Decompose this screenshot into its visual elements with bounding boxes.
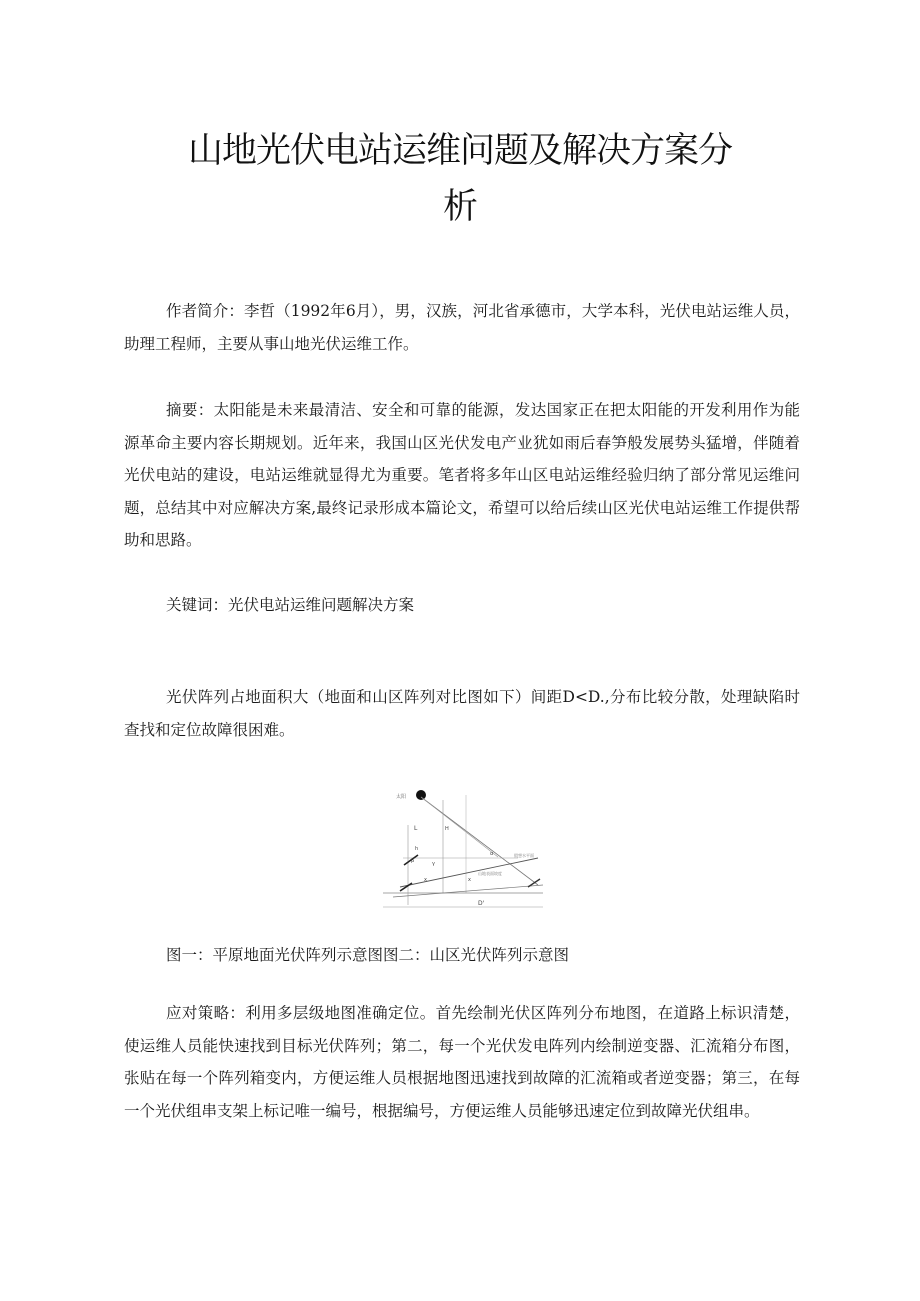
mountain-pv-array-diagram <box>378 785 550 913</box>
strategy-paragraph: 应对策略：利用多层级地图准确定位。首先绘制光伏区阵列分布地图，在道路上标识清楚，使运维人员能快速找到目标光伏阵列；第二，每一个光伏发电阵列内绘制逆变器、汇流箱分布图，张贴在每一个阵列箱变内，方便运维人员根据地图迅速找到故障的汇流箱或者逆变器；第三，在每一个光伏组串支架上标记唯一编号，根据编号，方便运维人员能够迅速定位到故障光伏组串。 <box>124 1004 800 1120</box>
height-label: H <box>445 826 449 832</box>
gamma-angle-label: γ <box>432 861 435 867</box>
alpha-angle-label: α <box>490 851 494 857</box>
x-distance-label: x <box>468 877 471 883</box>
sun-label: 太阳 <box>396 794 407 800</box>
beta-angle-label: β <box>411 858 415 864</box>
abstract-paragraph: 摘要：太阳能是未来最清洁、安全和可靠的能源，发达国家正在把太阳能的开发利用作为能源革命主要内容长期规划。近年来，我国山区光伏发电产业犹如雨后春笋般发展势头猛增，伴随着光伏电站的建设，电站运维就显得尤为重要。笔者将多年山区电站运维经验归纳了部分常见运维问题，总结其中对应解决方案,最终记录形成本篇论文，希望可以给后续山区光伏电站运维工作提供帮助和思路。 <box>124 401 800 549</box>
horizontal-plane-label: 假想水平面 <box>514 853 534 858</box>
figure-caption: 图一：平原地面光伏阵列示意图图二：山区光伏阵列示意图 <box>166 946 570 964</box>
sun-icon <box>416 790 426 800</box>
document-title-line-2: 析 <box>442 187 477 227</box>
array-area-paragraph: 光伏阵列占地面积大（地面和山区阵列对比图如下）间距D<D.,分布比较分散，处理缺陷时查找和定位故障很困难。 <box>124 688 800 739</box>
length-label: L <box>414 825 418 832</box>
sun-ray-line <box>421 797 498 857</box>
x-distance-label: x <box>424 877 427 883</box>
keywords-paragraph: 关键词：光伏电站运维问题解决方案 <box>166 596 415 614</box>
author-intro-paragraph: 作者简介：李哲（1992年6月），男，汉族，河北省承德市，大学本科，光伏电站运维人员，助理工程师，主要从事山地光伏运维工作。 <box>124 302 800 353</box>
slope-surface-line <box>393 885 543 897</box>
slope-label: 山地表面坡度 <box>478 871 502 876</box>
document-title-line-1: 山地光伏电站运维问题及解决方案分 <box>187 131 732 171</box>
small-height-label: h <box>415 846 419 852</box>
spacing-label: D' <box>478 900 485 907</box>
